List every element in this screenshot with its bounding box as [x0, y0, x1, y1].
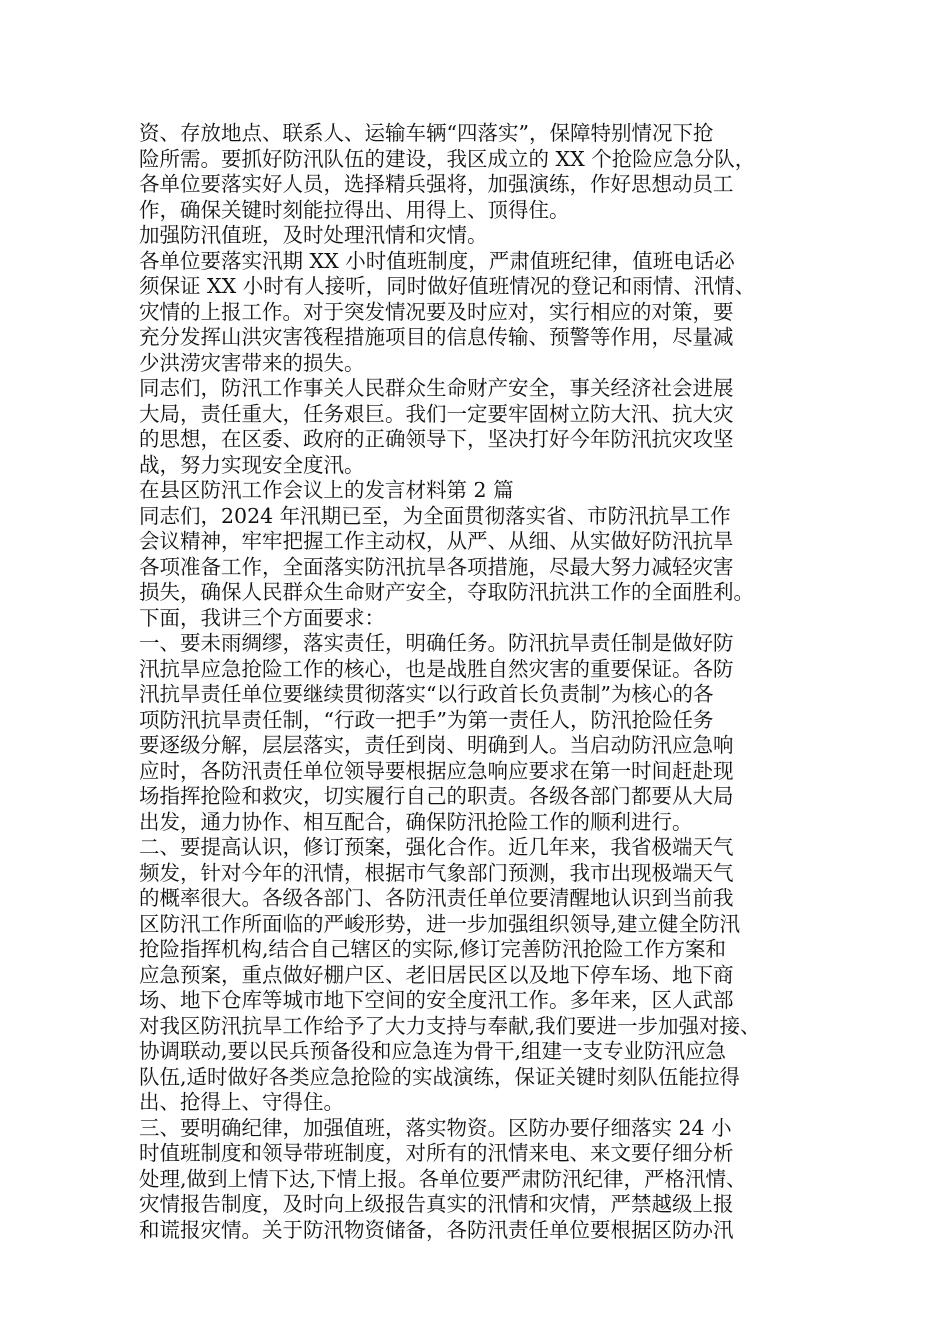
text-line: 出、抢得上、守得住。	[139, 1090, 344, 1114]
text-line: 汛抗旱责任单位要继续贯彻落实“以行政首长负责制”为核心的各	[139, 682, 714, 706]
text-line: 各项准备工作，全面落实防汛抗旱各项措施，尽最大努力减轻灾害	[139, 554, 734, 579]
text-line: 抢险指挥机构,结合自己辖区的实际,修订完善防汛抢险工作方案和	[139, 937, 727, 961]
text-line: 战，努力实现安全度汛。	[139, 452, 365, 477]
paragraph	[139, 478, 819, 504]
paragraph	[139, 121, 819, 223]
text-line: 损失，确保人民群众生命财产安全，夺取防汛抗洪工作的全面胜利。	[139, 580, 754, 604]
text-line: 少洪涝灾害带来的损失。	[139, 350, 365, 375]
text-line: 灾情报告制度，及时向上级报告真实的汛情和灾情，严禁越级上报	[139, 1192, 734, 1216]
text-line: 灾情的上报工作。对于突发情况要及时应对，实行相应的对策，要	[139, 299, 734, 324]
text-line: 的思想，在区委、政府的正确领导下，坚决打好今年防汛抗灾攻坚	[139, 427, 734, 451]
text-line: 场指挥抢险和救灾，切实履行自己的职责。各级各部门都要从大局	[139, 784, 734, 808]
paragraph	[139, 1116, 819, 1244]
text-line: 三、要明确纪律，加强值班，落实物资。区防办要仔细落实 24 小	[139, 1115, 732, 1140]
text-line: 同志们，2024 年汛期已至，为全面贯彻落实省、市防汛抗旱工作	[139, 503, 731, 528]
text-line: 队伍,适时做好各类应急抢险的实战演练，保证关键时刻队伍能拉得	[139, 1064, 741, 1089]
text-line: 会议精神，牢牢把握工作主动权，从严、从细、从实做好防汛抗旱	[139, 529, 734, 553]
text-line: 作，确保关键时刻能拉得出、用得上、顶得住。	[139, 197, 570, 222]
text-line: 在县区防汛工作会议上的发言材料第 2 篇	[139, 478, 514, 502]
text-line: 大局，责任重大，任务艰巨。我们一定要牢固树立防大汛、抗大灾	[139, 401, 734, 426]
paragraph	[139, 504, 819, 632]
text-line: 须保证 XX 小时有人接听，同时做好值班情况的登记和雨情、汛情、	[139, 274, 756, 298]
text-line: 的概率很大。各级各部门、各防汛责任单位要清醒地认识到当前我	[139, 886, 734, 910]
text-line: 同志们，防汛工作事关人民群众生命财产安全，事关经济社会进展	[139, 376, 734, 400]
text-line: 各单位要落实汛期 XX 小时值班制度，严肃值班纪律，值班电话必	[139, 248, 735, 273]
text-line: 加强防汛值班，及时处理汛情和灾情。	[139, 223, 488, 247]
text-line: 下面，我讲三个方面要求：	[139, 605, 385, 630]
paragraph	[139, 631, 819, 835]
text-line: 二、要提高认识，修订预案，强化合作。近几年来，我省极端天气	[139, 835, 734, 859]
text-line: 出发，通力协作、相互配合，确保防汛抢险工作的顺利进行。	[139, 809, 693, 834]
text-line: 对我区防汛抗旱工作给予了大力支持与奉献,我们要进一步加强对接、	[139, 1013, 761, 1038]
text-line: 时值班制度和领导带班制度，对所有的汛情来电、来文要仔细分析	[139, 1141, 734, 1165]
text-line: 区防汛工作所面临的严峻形势，进一步加强组织领导,建立健全防汛	[139, 911, 741, 936]
text-line: 应急预案，重点做好棚户区、老旧居民区以及地下停车场、地下商	[139, 962, 734, 987]
text-line: 充分发挥山洪灾害筏程措施项目的信息传输、预警等作用，尽量减	[139, 325, 734, 349]
text-line: 处理,做到上情下达,下情上报。各单位要严肃防汛纪律，严格汛情、	[139, 1166, 747, 1191]
text-line: 汛抗旱应急抢险工作的核心，也是战胜自然灾害的重要保证。各防	[139, 656, 734, 681]
text-line: 应时，各防汛责任单位领导要根据应急响应要求在第一时间赶赴现	[139, 758, 734, 783]
text-line: 各单位要落实好人员，选择精兵强将，加强演练，作好思想动员工	[139, 172, 734, 196]
text-line: 协调联动,要以民兵预备役和应急连为骨干,组建一支专业防汛应急	[139, 1039, 727, 1063]
text-line: 场、地下仓库等城市地下空间的安全度汛工作。多年来，区人武部	[139, 988, 734, 1012]
text-line: 要逐级分解，层层落实，责任到岗、明确到人。当启动防汛应急响	[139, 733, 734, 757]
paragraph	[139, 249, 819, 377]
text-line: 一、要未雨绸缪，落实责任，明确任务。防汛抗旱责任制是做好防	[139, 631, 734, 655]
text-line: 险所需。要抓好防汛队伍的建设，我区成立的 XX 个抢险应急分队，	[139, 146, 756, 171]
paragraph	[139, 376, 819, 478]
text-line: 和谎报灾情。关于防汛物资储备，各防汛责任单位要根据区防办汛	[139, 1217, 734, 1242]
text-line: 资、存放地点、联系人、运输车辆“四落实”，保障特别情况下抢	[139, 121, 714, 145]
document-page	[139, 121, 819, 1243]
paragraph	[139, 223, 819, 249]
text-line: 频发，针对今年的汛情，根据市气象部门预测，我市出现极端天气	[139, 860, 734, 885]
text-line: 项防汛抗旱责任制，“行政一把手”为第一责任人，防汛抢险任务	[139, 707, 714, 732]
paragraph	[139, 835, 819, 1116]
